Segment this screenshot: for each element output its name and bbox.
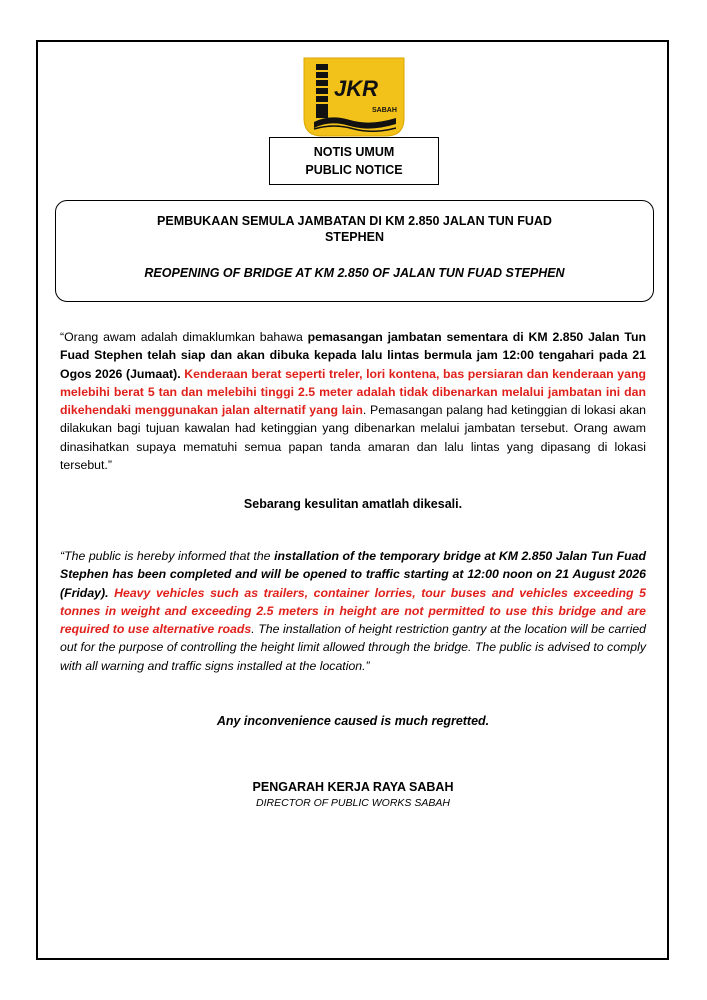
closing-english: Any inconvenience caused is much regretted.: [216, 714, 490, 728]
body-ms-warning: Kenderaan berat seperti treler, lori kontena, bas persiaran dan kenderaan yang melebihi berat 5 tan dan melebihi tinggi 2.5 meter adalah tidak dibenarkan melalui jambatan ini dan dikehendaki menggunakan jalan alternatif yang lain: [60, 366, 646, 418]
body-en-warning: Heavy vehicles such as trailers, container lorries, tour buses and vehicles exceeding 5 tonnes in weight and exceeding 2.5 meters in height are not permitted to use this bridge and are required to use alternative roads: [60, 585, 646, 637]
body-en-rest: . The installation of height restriction gantry at the location will be carried out for the purpose of controlling the height limit allowed through the bridge. The public is advised to comply with all warning and traffic signs installed at the location.”: [60, 622, 646, 673]
body-paragraph-malay: [60, 328, 646, 474]
body-paragraph-english: [60, 547, 646, 675]
jkr-sabah-emblem-icon: [300, 56, 408, 140]
notice-heading-box: [269, 137, 439, 185]
body-en-bold: installation of the temporary bridge at KM 2.850 Jalan Tun Fuad Stephen has been completed and will be opened to traffic starting at 12:00 noon on 21 August 2026 (Friday).: [60, 549, 646, 600]
body-ms-intro: “Orang awam adalah dimaklumkan bahawa: [60, 330, 308, 344]
signature-title: PENGARAH KERJA RAYA SABAH: [252, 780, 454, 794]
title-box: [55, 200, 654, 302]
svg-text:SABAH: SABAH: [372, 107, 397, 114]
title-malay: PEMBUKAAN SEMULA JAMBATAN DI KM 2.850 JALAN TUN FUAD STEPHEN: [157, 214, 552, 244]
body-ms-rest: . Pemasangan palang had ketinggian di lokasi akan dilakukan bagi tujuan kawalan had ketinggian yang dibenarkan melalui jambatan tersebut. Orang awam dinasihatkan supaya mematuhi semua papan tanda amaran dan lalu lintas yang dipasang di lokasi tersebut.”: [60, 403, 647, 473]
jkr-logo: [300, 56, 408, 140]
body-en-intro: “The public is hereby informed that the: [60, 549, 275, 563]
signature-subtitle: DIRECTOR OF PUBLIC WORKS SABAH: [256, 797, 450, 809]
body-ms-bold: pemasangan jambatan sementara di KM 2.850 Jalan Tun Fuad Stephen telah siap dan akan dibuka kepada lalu lintas bermula jam 12:00 tengahari pada 21 Ogos 2026 (Jumaat).: [60, 330, 646, 381]
closing-malay: Sebarang kesulitan amatlah dikesali.: [243, 497, 463, 511]
notice-heading-ms: NOTIS UMUM: [313, 145, 395, 159]
notice-heading-en: PUBLIC NOTICE: [305, 163, 403, 177]
svg-text:JKR: JKR: [334, 76, 379, 101]
title-english: REOPENING OF BRIDGE AT KM 2.850 OF JALAN TUN FUAD STEPHEN: [144, 266, 565, 280]
